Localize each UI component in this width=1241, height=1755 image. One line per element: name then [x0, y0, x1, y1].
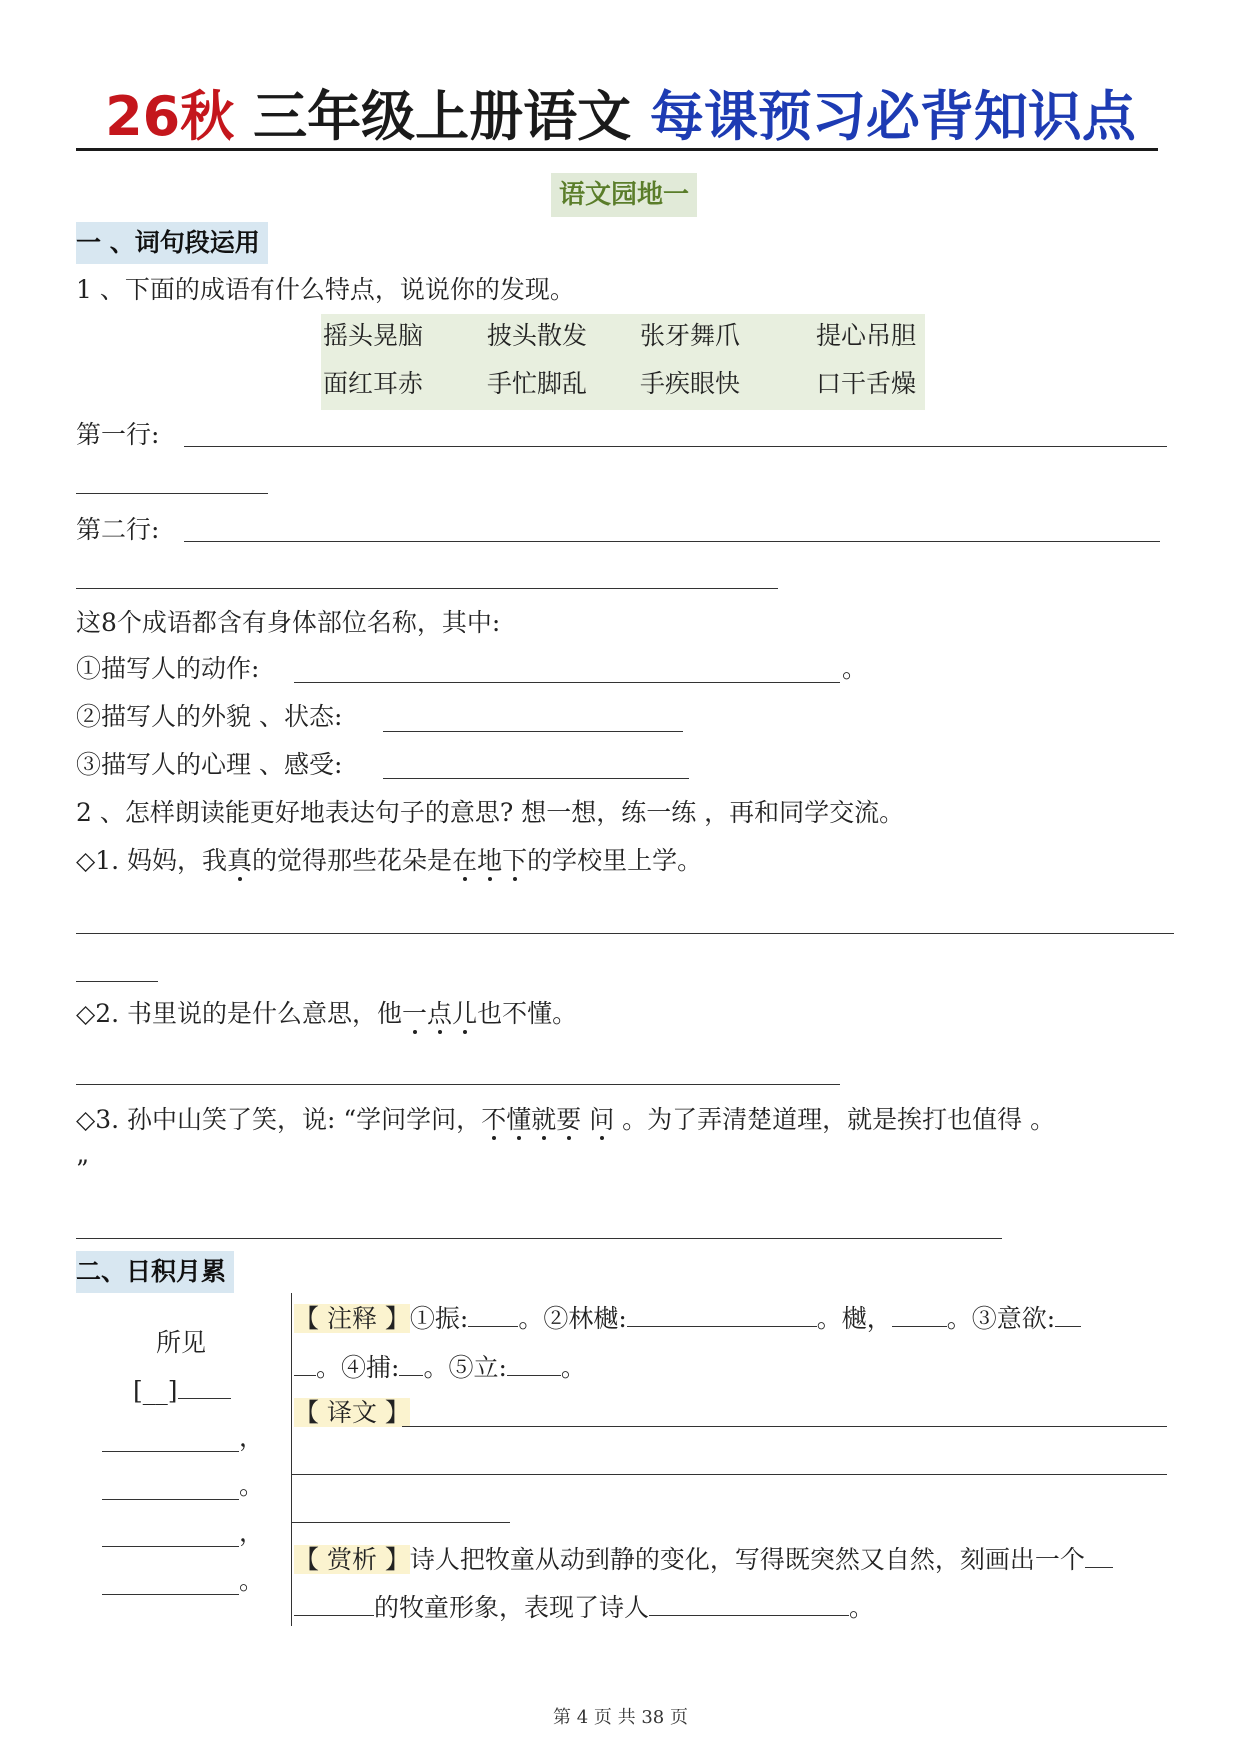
answer-line[interactable]	[76, 1084, 840, 1085]
lesson-title: 语文园地一	[551, 173, 697, 217]
answer-line[interactable]	[184, 446, 1167, 447]
poem-line-blank[interactable]	[102, 1499, 239, 1500]
item2-label: ②描写人的外貌 、状态:	[76, 702, 343, 731]
poem-line-blank[interactable]	[102, 1546, 239, 1547]
notes-line-1: 【 注释 】①振: 。②林樾: 。樾， 。③意欲:	[294, 1301, 1081, 1337]
row1-label: 第一行:	[76, 420, 160, 449]
appreciation-tag: 【 赏析 】	[294, 1545, 410, 1574]
column-divider	[291, 1293, 292, 1626]
idiom: 口干舌燥	[816, 369, 917, 398]
answer-line[interactable]	[76, 1238, 1002, 1239]
poem-punct: 。	[239, 1566, 265, 1595]
section-1-title: 一 、词句段运用	[76, 222, 268, 264]
answer-line[interactable]	[76, 493, 268, 494]
row2-label: 第二行:	[76, 515, 160, 544]
q1-summary: 这8个成语都含有身体部位名称，其中:	[76, 608, 501, 637]
q2-sentence-2: ◇2. 书里说的是什么意思，他一点儿也不懂。	[76, 999, 578, 1028]
item1-label: ①描写人的动作:	[76, 654, 260, 683]
answer-line[interactable]	[76, 588, 778, 589]
q2-sentence-1: ◇1. 妈妈，我真的觉得那些花朵是在地下的学校里上学。	[76, 846, 703, 875]
q1-prompt: 1 、下面的成语有什么特点，说说你的发现。	[76, 275, 575, 304]
appreciation-line-1: 【 赏析 】诗人把牧童从动到静的变化，写得既突然又自然，刻画出一个	[294, 1542, 1113, 1578]
idiom: 面红耳赤	[323, 369, 424, 398]
answer-line[interactable]	[292, 1474, 1167, 1475]
poem-punct: ，	[239, 1518, 265, 1547]
item1-end: 。	[842, 654, 868, 683]
translation-tag: 【 译文 】	[294, 1398, 410, 1427]
q2-sentence-3-close: ”	[76, 1155, 89, 1184]
title-subject: 每课预习必背知识点	[649, 85, 1136, 148]
idiom: 手疾眼快	[640, 369, 741, 398]
title-season: 26秋	[105, 85, 235, 148]
answer-line[interactable]	[292, 1522, 510, 1523]
poem-punct: 。	[239, 1471, 265, 1500]
poem-punct: ，	[239, 1423, 265, 1452]
answer-line[interactable]	[383, 731, 683, 732]
answer-line[interactable]	[76, 981, 158, 982]
page-number: 第 4 页 共 38 页	[553, 1707, 688, 1728]
page-title	[0, 82, 1241, 152]
q2-prompt: 2 、怎样朗读能更好地表达句子的意思? 想一想，练一练 ，再和同学交流。	[76, 798, 905, 827]
item3-label: ③描写人的心理 、感受:	[76, 750, 343, 779]
answer-line[interactable]	[184, 541, 1160, 542]
idiom: 手忙脚乱	[487, 369, 588, 398]
poem-author: [__]	[133, 1373, 231, 1409]
idiom: 摇头晃脑	[323, 321, 424, 350]
notes-line-2: 。④捕: 。⑤立: 。	[294, 1350, 586, 1386]
idiom: 披头散发	[487, 321, 588, 350]
answer-line[interactable]	[294, 682, 840, 683]
idiom: 提心吊胆	[816, 321, 917, 350]
answer-line[interactable]	[402, 1426, 1167, 1427]
answer-line[interactable]	[76, 933, 1174, 934]
poem-line-blank[interactable]	[102, 1594, 239, 1595]
notes-tag: 【 注释 】	[294, 1304, 410, 1333]
poem-title: 所见	[156, 1328, 207, 1357]
poem-line-blank[interactable]	[102, 1451, 239, 1452]
title-grade: 三年级上册语文	[234, 85, 650, 148]
q2-sentence-3: ◇3. 孙中山笑了笑，说: “学问学问，不懂就要 问 。为了弄清楚道理，就是挨打也值得 。	[76, 1105, 1056, 1134]
idiom: 张牙舞爪	[640, 321, 741, 350]
title-underline	[76, 148, 1158, 151]
appreciation-line-2: 的牧童形象，表现了诗人 。	[294, 1590, 874, 1626]
answer-line[interactable]	[383, 778, 689, 779]
section-2-title: 二、日积月累	[76, 1251, 234, 1293]
